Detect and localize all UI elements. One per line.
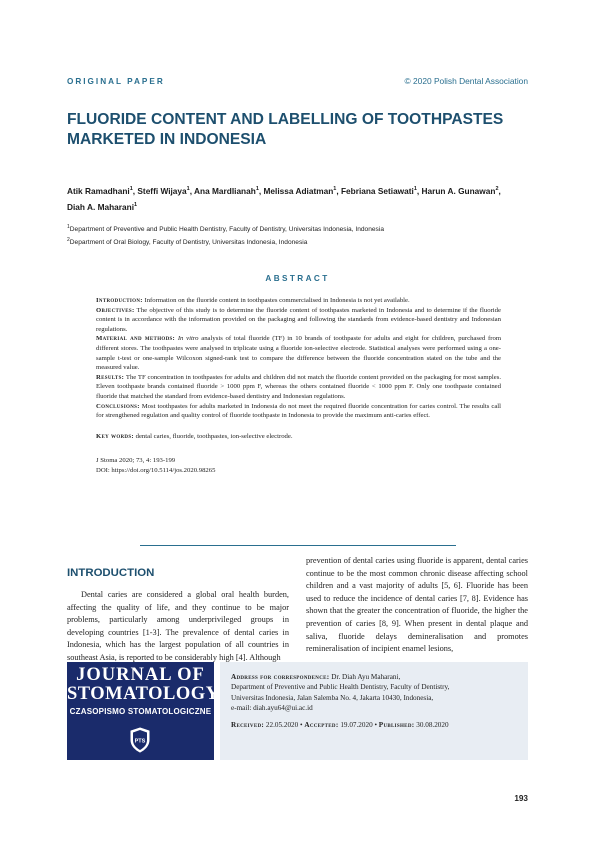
copyright-notice: © 2020 Polish Dental Association [404,76,528,86]
author-affiliation-mark: 1 [129,186,133,192]
author-list: Atik Ramadhani$^1$, Steffi Wijaya$^1$, Ana Mardlianah$^1$, Melissa Adiatman$^1$, Febriana Setiawati$^1$, Harun A. Gunawan$^2$, Diah A. Maharani$^1$ [67,185,501,212]
author: Atik Ramadhani [67,185,130,196]
logo-line-1: JOURNAL OF [76,665,205,685]
body-paragraph: prevention of dental caries using fluoride is apparent, dental caries continue to be the most common chronic disease affecting school children and a vast majority of adults [5, 6]. Fluoride has been used to reduce the incidence of dental caries [7, 8]. Evidence has shown that the greater the concentration of fluoride, the higher the prevention of caries [8, 9]. When present in dental plaque and saliva, fluoride delays demineralisation and promotes remineralisation of incipient enamel lesions, [306,556,528,654]
correspondence-line: Universitas Indonesia, Jalan Salemba No. 4, Jakarta 10430, Indonesia, [231,693,434,702]
correspondence-name: Dr. Diah Ayu Maharani, [331,673,401,681]
correspondence-label: Address for correspondence: [231,673,330,681]
logo-line-3: CZASOPISMO STOMATOLOGICZNE [69,707,212,716]
affiliation: $^2$Department of Oral Biology, Faculty of Dentistry, Universitas Indonesia, Indonesia [67,237,308,247]
body-column-right [306,555,528,656]
author: Melissa Adiatman [263,185,334,196]
abstract-conclusions: Conclusions: Most toothpastes for adults marketed in Indonesia do not meet the required fluoride concentration for caries control. The results call for strengthened regulation and quality control of fluoride toothpaste in Indonesia to provide the maximum anti-caries effect. [96,402,502,420]
author: Diah A. Maharani [67,201,135,212]
body-paragraph: Dental caries are considered a global oral health burden, affecting the quality of life, and they continue to be major problems, particularly among underprivileged groups in developing countries [1-3]. The prevalence of dental caries in Indonesia, which has the largest population of all countries in southeast Asia, is reported to be considerably high [4]. Although [67,590,289,662]
correspondence-line: Department of Preventive and Public Health Dentistry, Faculty of Dentistry, [231,683,450,692]
abstract-methods: Material and methods: In vitro analysis of total fluoride (TF) in 10 brands of toothpaste for adults and eight for children, purchased from different stores. The toothpastes were analysed in triplicate using a fluoride ion-selective electrode. Statistical analyses were performed using a one-sample t-test or one-sample Wilcoxon signed-rank test to compare the difference between the fluoride concentration stated on the tube and the measured value. [96,335,502,372]
author-affiliation-mark: 1 [333,186,337,192]
section-divider [140,545,456,546]
author-affiliation-mark: 2 [495,186,499,192]
journal-logo [67,662,220,760]
author: Harun A. Gunawan [421,185,496,196]
abstract-body [96,296,501,476]
article-type-label: ORIGINAL PAPER [67,77,165,86]
author-affiliation-mark: 1 [255,186,259,192]
keywords: Key words: dental caries, fluoride, toothpastes, ion-selective electrode. [96,432,293,440]
abstract-objectives: Objectives: The objective of this study is to determine the fluoride content of toothpastes marketed in Indonesia and to determine if the fluoride content is in accordance with the information provided on the packaging and following the standards from evidence-based dentistry and Indonesian regulations. [96,306,501,333]
page-number: 193 [514,794,528,803]
author-affiliation-mark: 1 [186,186,190,192]
logo-line-2: STOMATOLOGY [67,684,220,704]
affiliation: $^1$Department of Preventive and Public Health Dentistry, Faculty of Dentistry, Universitas Indonesia, Indonesia [67,224,384,234]
journal-citation: J Stoma 2020; 73, 4: 193-199 [96,457,176,465]
article-dates: Received: 22.05.2020 • Accepted: 19.07.2020 • Published: 30.08.2020 [231,720,449,729]
body-column-left [67,589,289,665]
abstract-results: Results: The TF concentration in toothpastes for adults and children did not match the fluoride content provided on the packaging for most samples. Eleven toothpaste brands contained fluoride > 1000 ppm F, whereas the others contained fluoride < 1000 ppm F. Only one toothpaste contained fluoride that matched the standard from evidence-based dentistry and Indonesian regulations. [96,373,501,400]
author: Febriana Setiawati [340,185,414,196]
abstract-heading: ABSTRACT [265,274,330,283]
author: Steffi Wijaya [137,185,187,196]
article-title: FLUORIDE CONTENT AND LABELLING OF TOOTHPASTES MARKETED IN INDONESIA [67,111,504,148]
author-affiliation-mark: 1 [134,201,138,208]
shield-emblem-icon [130,727,150,753]
author-affiliation-mark: 1 [413,186,417,192]
emblem-text: PTS [134,738,146,745]
introduction-heading: INTRODUCTION [67,567,155,579]
abstract-introduction: Introduction: Information on the fluoride content in toothpastes commercialised in Indonesia is not yet available. [96,297,410,304]
author: Ana Mardlianah [194,185,256,196]
correspondence-email[interactable]: e-mail: diah.ayu64@ui.ac.id [231,704,313,713]
correspondence-text [231,672,523,730]
doi-link[interactable]: DOI: https://doi.org/10.5114/jos.2020.98265 [96,466,216,474]
